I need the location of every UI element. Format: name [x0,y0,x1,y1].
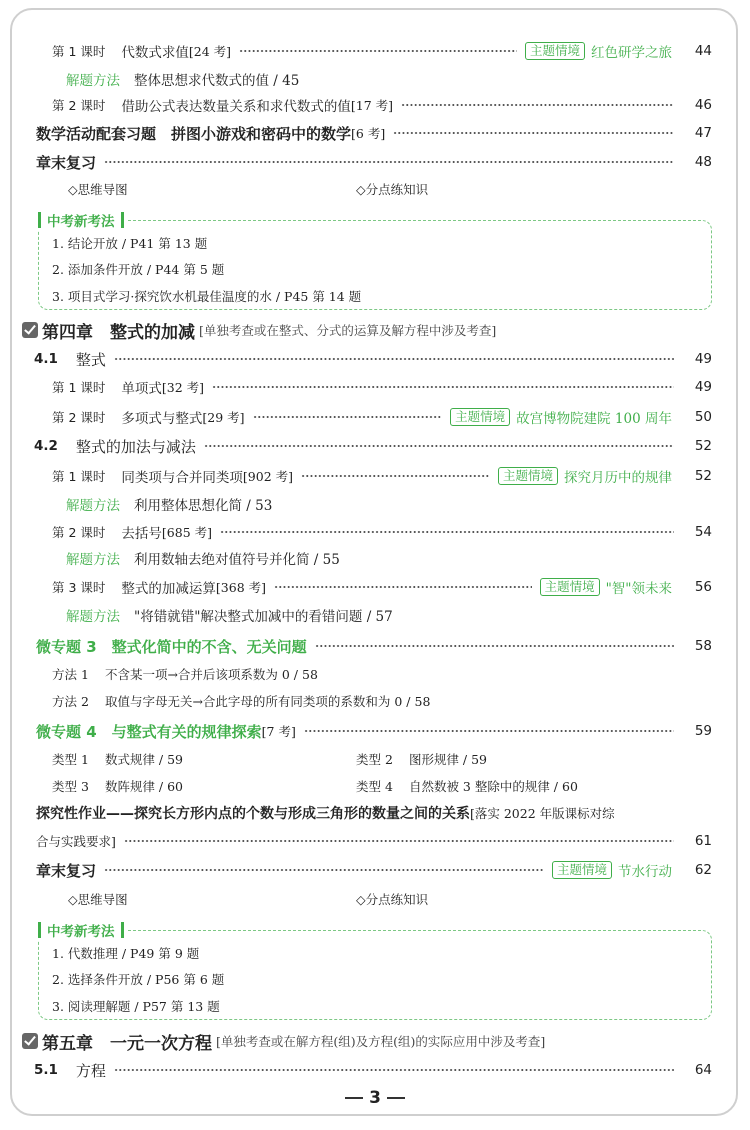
method-text: 利用整体思想化简 / 53 [134,498,273,514]
section-number: 4.2 [34,438,58,454]
box-item[interactable] [0,258,750,280]
page-number: 50 [694,409,712,425]
box-title: 中考新考法 [47,924,115,940]
box-item[interactable] [0,995,750,1017]
leader-dots [114,1064,674,1076]
theme-tag: 主题情境 [450,408,510,426]
review-items [0,888,750,910]
type-text: 图形规律 / 59 [408,752,488,767]
header-bar [38,212,41,228]
leader-dots [301,470,490,482]
lesson-title: 借助公式表达数量关系和求代数式的值 [121,99,351,115]
exam-count: [32 考] [161,380,205,395]
page-number: 59 [694,723,712,739]
chapter-heading[interactable] [22,1028,545,1054]
exam-count: [24 考] [188,44,232,59]
lesson-label: 第 1 课时 [52,469,106,484]
lesson-title: 多项式与整式 [121,411,203,427]
toc-entry[interactable] [0,406,750,428]
type-row [0,748,750,770]
theme-tag: 主题情境 [498,467,558,485]
footer-dash [345,1097,363,1099]
inquiry-note: 合与实践要求] [36,834,116,849]
leader-dots [104,864,544,876]
lesson-title: 单项式 [121,381,162,397]
section-number: 5.1 [34,1062,58,1078]
chapter-heading[interactable] [22,317,496,343]
exam-count: [902 考] [242,469,293,484]
leader-dots [220,526,674,538]
type-entry[interactable] [356,777,578,795]
method-text: 利用数轴去绝对值符号并化简 / 55 [134,552,340,568]
toc-entry[interactable] [0,94,750,116]
method-entry[interactable] [0,547,750,569]
review-item[interactable]: ◇思维导图 [68,892,128,907]
method-entry[interactable] [0,604,750,626]
box-item[interactable] [0,942,750,964]
exam-count: [17 考] [350,98,394,113]
leader-dots [204,440,674,452]
section-title: 整式的加法与减法 [75,437,196,456]
theme-text: 红色研学之旅 [591,45,672,61]
checkbox-icon [22,322,38,338]
box-item-text: 3. 项目式学习·探究饮水机最佳温度的水 / P45 第 14 题 [52,289,362,304]
method-label: 解题方法 [66,498,120,514]
method-text: 整体思想求代数式的值 / 45 [134,73,300,89]
toc-entry[interactable] [0,40,750,62]
method-entry[interactable] [0,690,750,712]
toc-entry[interactable] [0,859,750,881]
inquiry-entry[interactable] [0,802,750,824]
type-entry[interactable] [356,750,487,768]
chapter-title: 第四章 整式的加减 [42,322,195,343]
lesson-title: 整式的加减运算 [121,581,216,597]
review-item[interactable]: ◇分点练知识 [356,182,429,197]
page-number: 56 [694,579,712,595]
method-text: 不含某一项→合并后该项系数为 0 / 58 [104,667,318,682]
header-bar [38,922,41,938]
review-item[interactable]: ◇思维导图 [68,182,128,197]
type-entry[interactable] [52,750,356,768]
activity-title: 数学活动配套习题 拼图小游戏和密码中的数学 [36,124,352,143]
method-label: 方法 1 [52,667,89,682]
leader-dots [315,640,674,652]
theme-text: 探究月历中的规律 [564,470,672,486]
page-number: 49 [694,351,712,367]
page-number: 58 [694,638,712,654]
new-method-box-header [38,210,128,230]
inquiry-note: [落实 2022 年版课标对综 [470,806,615,821]
inquiry-title: 探究性作业——探究长方形内点的个数与形成三角形的数量之间的关系 [36,806,470,822]
leader-dots [274,581,532,593]
leader-dots [124,835,674,847]
page-number: 48 [694,154,712,170]
inquiry-entry-cont[interactable] [0,830,750,852]
exam-count: [7 考] [261,724,296,739]
exam-count: [6 考] [351,126,386,141]
type-row [0,775,750,797]
page-footer [0,1088,750,1108]
theme-text: 节水行动 [618,864,672,880]
micro-topic-title: 微专题 4 与整式有关的规律探索 [36,722,262,741]
header-bar [121,922,124,938]
type-label: 类型 4 [356,779,393,794]
method-text: 取值与字母无关→合此字母的所有同类项的系数和为 0 / 58 [104,694,431,709]
section-title: 整式 [75,350,106,369]
method-label: 方法 2 [52,694,89,709]
page-number: 54 [694,524,712,540]
review-item[interactable]: ◇分点练知识 [356,892,429,907]
review-title: 章末复习 [36,153,97,172]
micro-topic-entry[interactable] [0,720,750,742]
footer-page-number: 3 [369,1088,381,1108]
new-method-box-header [38,920,128,940]
method-entry[interactable] [0,663,750,685]
box-item-text: 3. 阅读理解题 / P57 第 13 题 [52,999,220,1014]
micro-topic-entry[interactable] [0,635,750,657]
section-title: 方程 [75,1061,106,1080]
lesson-label: 第 2 课时 [52,410,106,425]
box-title: 中考新考法 [47,214,115,230]
type-label: 类型 1 [52,752,89,767]
lesson-label: 第 1 课时 [52,380,106,395]
lesson-label: 第 2 课时 [52,525,106,540]
lesson-label: 第 1 课时 [52,44,106,59]
exam-count: [368 考] [215,580,266,595]
leader-dots [393,127,674,139]
header-bar [121,212,124,228]
section-entry[interactable] [0,348,750,370]
toc-entry[interactable] [0,576,750,598]
section-number: 4.1 [34,351,58,367]
type-text: 自然数被 3 整除中的规律 / 60 [408,779,578,794]
lesson-title: 同类项与合并同类项 [121,470,243,486]
theme-tag: 主题情境 [552,861,612,879]
theme-tag: 主题情境 [540,578,600,596]
toc-entry[interactable] [0,122,750,144]
review-title: 章末复习 [36,861,97,880]
leader-dots [401,99,674,111]
leader-dots [253,411,443,423]
method-label: 解题方法 [66,609,120,625]
box-item[interactable] [0,285,750,307]
lesson-title: 去括号 [121,526,162,542]
review-items [0,178,750,200]
toc-entry[interactable] [0,376,750,398]
lesson-title: 代数式求值 [121,45,189,61]
theme-text: "智"领未来 [605,581,672,597]
page-number: 61 [694,833,712,849]
box-item[interactable] [0,968,750,990]
method-label: 解题方法 [66,552,120,568]
page-number: 52 [694,438,712,454]
micro-topic-title: 微专题 3 整式化简中的不含、无关问题 [36,637,307,656]
footer-dash [387,1097,405,1099]
box-item-text: 2. 添加条件开放 / P44 第 5 题 [52,262,225,277]
type-label: 类型 2 [356,752,393,767]
page-number: 44 [694,43,712,59]
checkbox-icon [22,1033,38,1049]
box-item-text: 2. 选择条件开放 / P56 第 6 题 [52,972,225,987]
type-entry[interactable] [52,777,356,795]
leader-dots [104,156,674,168]
page-number: 52 [694,468,712,484]
box-item-text: 1. 代数推理 / P49 第 9 题 [52,946,200,961]
leader-dots [304,725,674,737]
page-number: 64 [694,1062,712,1078]
page-number: 62 [694,862,712,878]
leader-dots [114,353,674,365]
theme-tag: 主题情境 [525,42,585,60]
toc-entry[interactable] [0,151,750,173]
type-text: 数式规律 / 59 [104,752,184,767]
exam-count: [29 考] [202,410,245,425]
type-text: 数阵规律 / 60 [104,779,184,794]
toc-entry[interactable] [0,465,750,487]
chapter-title: 第五章 一元一次方程 [42,1033,212,1054]
exam-count: [685 考] [161,525,212,540]
chapter-note: [单独考查或在整式、分式的运算及解方程中涉及考查] [199,323,497,338]
toc-entry[interactable] [0,521,750,543]
leader-dots [239,45,517,57]
section-entry[interactable] [0,435,750,457]
method-entry[interactable] [0,68,750,90]
theme-text: 故宫博物院建院 100 周年 [516,411,672,427]
method-entry[interactable] [0,493,750,515]
type-label: 类型 3 [52,779,89,794]
chapter-note: [单独考查或在解方程(组)及方程(组)的实际应用中涉及考查] [216,1034,546,1049]
leader-dots [212,381,674,393]
box-item-text: 1. 结论开放 / P41 第 13 题 [52,236,208,251]
page-number: 46 [694,97,712,113]
method-label: 解题方法 [66,73,120,89]
page-number: 49 [694,379,712,395]
lesson-label: 第 3 课时 [52,580,106,595]
page-number: 47 [694,125,712,141]
box-item[interactable] [0,232,750,254]
lesson-label: 第 2 课时 [52,98,106,113]
section-entry[interactable] [0,1059,750,1081]
method-text: "将错就错"解决整式加减中的看错问题 / 57 [134,609,393,625]
